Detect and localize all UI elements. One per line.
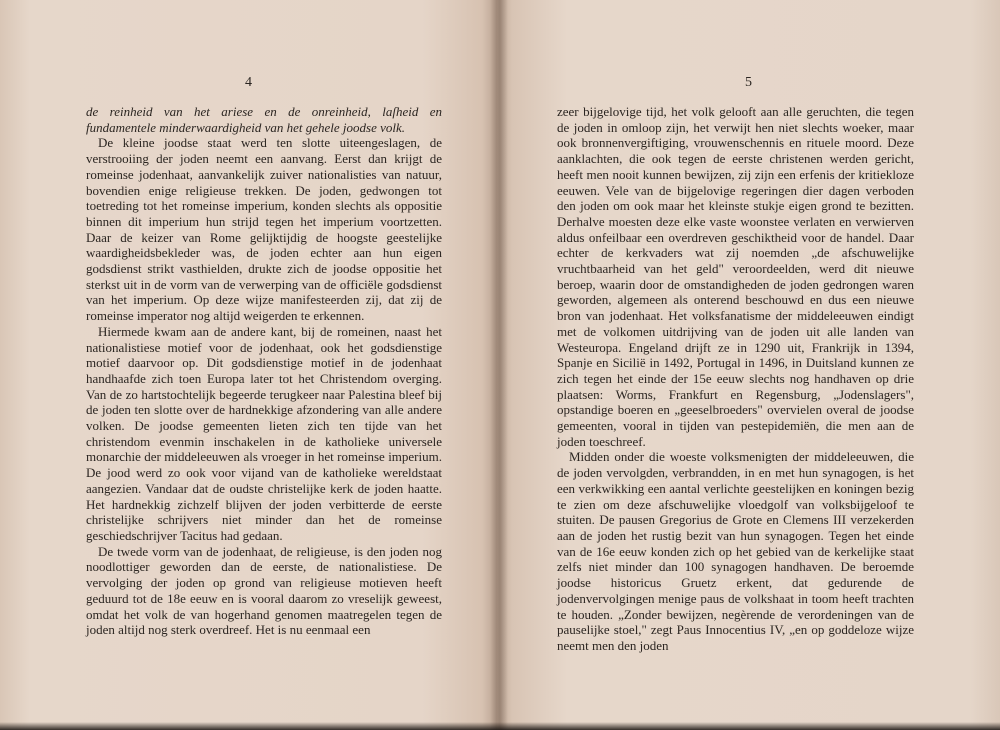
page-number-right: 5 [745, 75, 752, 90]
right-page [497, 0, 1000, 730]
paragraph: Midden onder die woeste volksmenigten der middeleeuwen, die de joden vervolgden, verbrandden, in en met hun synagogen, is het een verkwikking een aantal verlichte geestelijken en koningen bezig te zien om deze afschuwelijke vloedgolf van volksbijgeloof te stuiten. De pausen Gregorius de Grote en Clemens III verzekerden aan de joden het rustig bezit van hun synagogen. Tegen het einde van de 16e eeuw konden zich op het gebied van de kerkelijke staat zelfs niet minder dan 100 synagogen handhaven. De beroemde joodse historicus Gruetz erkent, dat gedurende de jodenvervolgingen menige paus de volkshaat in toom heeft trachten te houden. „Zonder bewijzen, negèrende de verordeningen van de pauselijke stoel," zegt Paus Innocentius IV, „en op goddeloze wijze neemt men den joden [557, 449, 914, 653]
right-page-text [557, 104, 914, 654]
left-page-text [86, 104, 442, 638]
intro-italic-paragraph [86, 104, 442, 135]
paragraph: zeer bijgelovige tijd, het volk gelooft aan alle geruchten, die tegen de joden in omloop zijn, het verwijt hen niet slechts woeker, maar ook bronnenvergiftiging, vrouwenschennis en rituele moord. Deze aanklachten, die ook tegen de eerste christenen werden gericht, heeft men nooit kunnen bewijzen, zij zijn een erfenis der kritiekloze eeuwen. Vele van de bijgelovige regeringen dier dagen verboden den joden om ook maar het kleinste stukje eigen grond te bezitten. Derhalve moesten deze elke vaste woonstee verlaten en verwierven aldus onfeilbaar een overdreven geschiktheid voor de handel. Daar echter de kerkvaders wat zij noemden „de afschuwelijke vruchtbaarheid van het geld" veroordeelden, werd dit nieuwe beroep, waarin door de omstandigheden de joden gedrongen waren geworden, algemeen als onterend beschouwd en dus een nieuwe bron van jodenhaat. Het volksfanatisme der middeleeuwen eindigt met de volkomen uitdrijving van de joden uit alle landen van Westeuropa. Engeland drijft ze in 1290 uit, Frankrijk in 1394, Spanje en Sicilië in 1492, Portugal in 1496, in Duitsland kunnen ze zich tegen het einde der 15e eeuw slechts nog handhaven op drie plaatsen: Worms, Frankfurt en Regensburg, „Jodenslagers", opstandige boeren en „geeselbroeders" overvielen overal de joodse gemeenten, vooral in tijden van pestepidemiën, die men aan de joden toeschreef. [557, 104, 914, 449]
paragraph: Hiermede kwam aan de andere kant, bij de romeinen, naast het nationalistiese motief voor de jodenhaat, ook het godsdienstige motief daarvoor op. Dit godsdienstige motief in de jodenhaat handhaafde zich toen Europa later tot het Christendom overging. Van de zo hartstochtelijk begeerde terugkeer naar Palestina bleef bij de joden ten slotte over de hardnekkige afzondering van alle andere volken. De joodse gemeenten lieten zich ten tijde van het christendom evenmin inschakelen in de katholieke universele monarchie der middeleeuwen als vroeger in het romeinse imperium. De jood werd zo ook voor vijand van de katholieke wereldstaat aangezien. Vandaar dat de oudste christelijke kerk de joden haatte. Het hardnekkig zichzelf blijven der joden verbitterde de eerste christelijke schrijvers niet minder dan het de romeinse geschiedschrijver Tacitus had gedaan. [86, 323, 442, 543]
left-page [0, 0, 497, 730]
page-number-left: 4 [245, 75, 252, 90]
bottom-edge-shadow [0, 722, 1000, 730]
paragraph: De twede vorm van de jodenhaat, de religieuse, is den joden nog noodlottiger geworden dan de eerste, de nationalistiese. De vervolging der joden op grond van religieuse motieven heeft geduurd tot de 18e eeuw en is vooral daarom zo vreselijk geweest, omdat het volk de van hogerhand genomen maatregelen tegen de joden altijd nog sterk overdreef. Het is nu eenmaal een [86, 543, 442, 638]
italic-text: de reinheid van het ariese en de onreinheid, laſheid en fundamentele minderwaardigheid van het gehele joodse volk. [86, 104, 442, 135]
paragraph: De kleine joodse staat werd ten slotte uiteengeslagen, de verstrooiing der joden neemt een aanvang. Eerst dan krijgt de romeinse jodenhaat, aanvankelijk zuiver nationalisties van natuur, bovendien enige religieuse trekken. De joden, gedwongen tot toetreding tot het romeinse imperium, konden slechts als oppositie binnen dit imperium hun strijd tegen het imperium voortzetten. Daar de keizer van Rome gelijktijdig de hoogste geestelijke waardigheidsbekleder was, de joden echter aan hun eigen godsdienst strikt vasthielden, drukte zich de joodse oppositie het sterkst uit in de vorm van de verwerping van de officiële godsdienst van het imperium. Op deze wijze manifesteerden zij, dat zij de romeinse imperator nog altijd weigerden te erkennen. [86, 135, 442, 324]
